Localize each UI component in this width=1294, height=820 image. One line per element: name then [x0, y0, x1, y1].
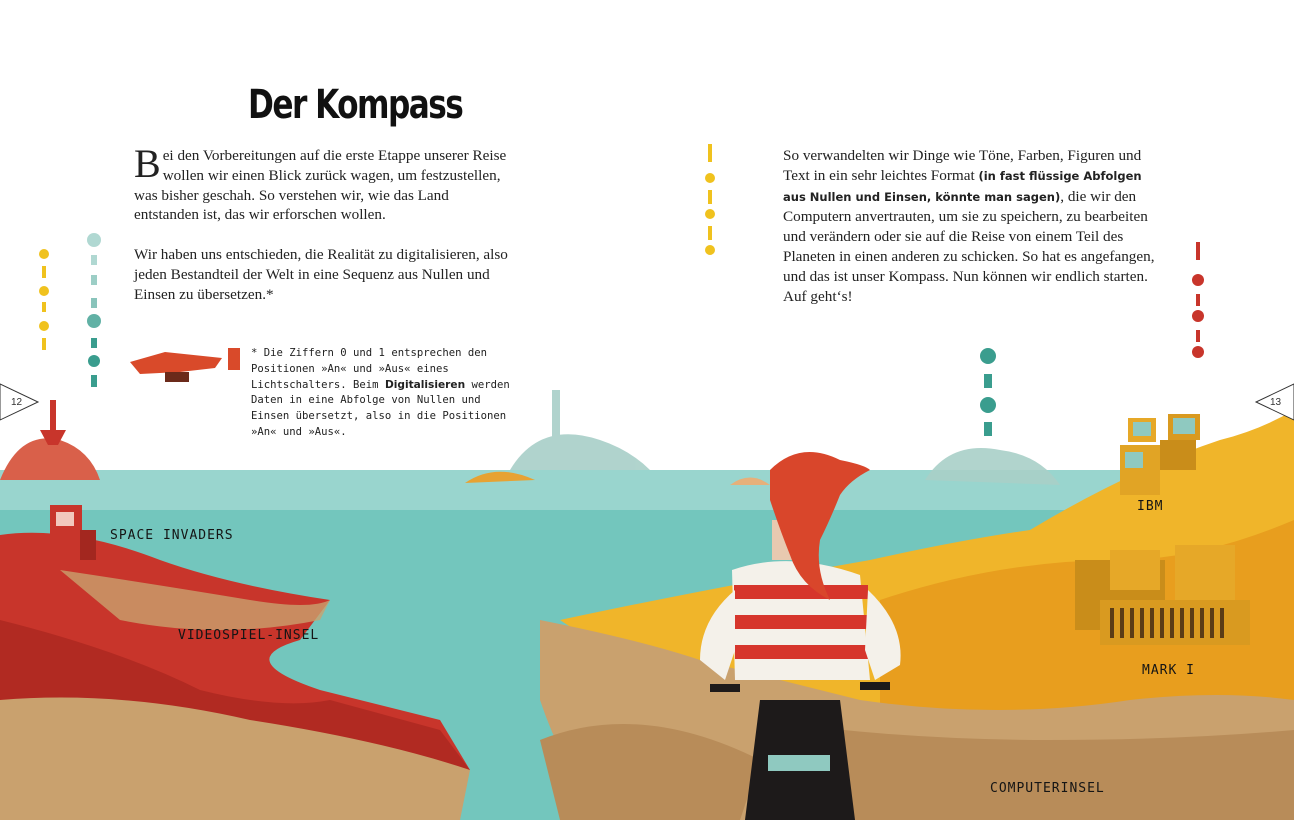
left-paragraph-2: Wir haben uns entschieden, die Realität zu digitalisieren, also jeden Bestandteil der Welt in eine Sequenz aus Nullen und Einsen zu übersetzen.* [134, 246, 508, 303]
right-paragraph-bold: (in fast flüssige Abfolgen aus Nullen und Einsen, könnte man sagen) [783, 168, 1142, 204]
footnote-text-2: werden Daten in eine Abfolge von Nullen und Einsen übersetzt, also in die Positionen »An« und »Aus«. [251, 378, 510, 438]
footnote-bold: Digitalisieren [384, 378, 466, 391]
left-paragraph-1-text: ei den Vorbereitungen auf die erste Etappe unserer Reise wollen wir einen Blick zurück wagen, um festzustellen, was bisher geschah. So verstehen wir, wie das Land entstanden ist, das wir erforschen wollen. [134, 147, 507, 224]
mark-i-computer [1075, 545, 1250, 645]
binary-column-red-right [1192, 242, 1204, 358]
label-space-invaders: SPACE INVADERS [110, 528, 234, 543]
footnote [251, 346, 521, 441]
footnote-text-1: * Die Ziffern 0 und 1 entsprechen den Positionen »An« und »Aus« eines Lichtschalters. Beim [251, 347, 487, 391]
label-videospiel-insel: VIDEOSPIEL-INSEL [178, 628, 320, 643]
label-computerinsel: COMPUTERINSEL [990, 781, 1105, 796]
label-ibm: IBM [1137, 499, 1164, 514]
drop-cap: B [134, 141, 161, 186]
page-number-left: 12 [11, 397, 23, 408]
page-title: Der Kompass [248, 82, 463, 128]
binary-column-teal-left [87, 233, 101, 387]
binary-column-yellow-left [39, 249, 49, 350]
right-paragraph-text-1: So verwandelten wir Dinge wie Töne, Farben, Figuren und Text in ein sehr leichtes Format [783, 147, 1142, 184]
page-number-right: 13 [1270, 397, 1282, 408]
right-paragraph-text-2: , die wir den Computern anvertrauten, um sie zu speichern, zu bearbeiten und verändern oder sie auf die Reise von einem Teil des Planeten in einen anderen zu schicken. So hat es angefangen, und das ist unser Kompass. Nun können wir endlich starten. Auf geht‘s! [783, 187, 1155, 305]
left-paragraph-1 [134, 141, 510, 225]
binary-column-yellow-mid [705, 144, 715, 255]
binary-column-teal-mid [980, 348, 996, 436]
right-paragraph [783, 146, 1163, 306]
label-mark-i: MARK I [1142, 663, 1195, 678]
hover-vehicle [130, 348, 240, 382]
